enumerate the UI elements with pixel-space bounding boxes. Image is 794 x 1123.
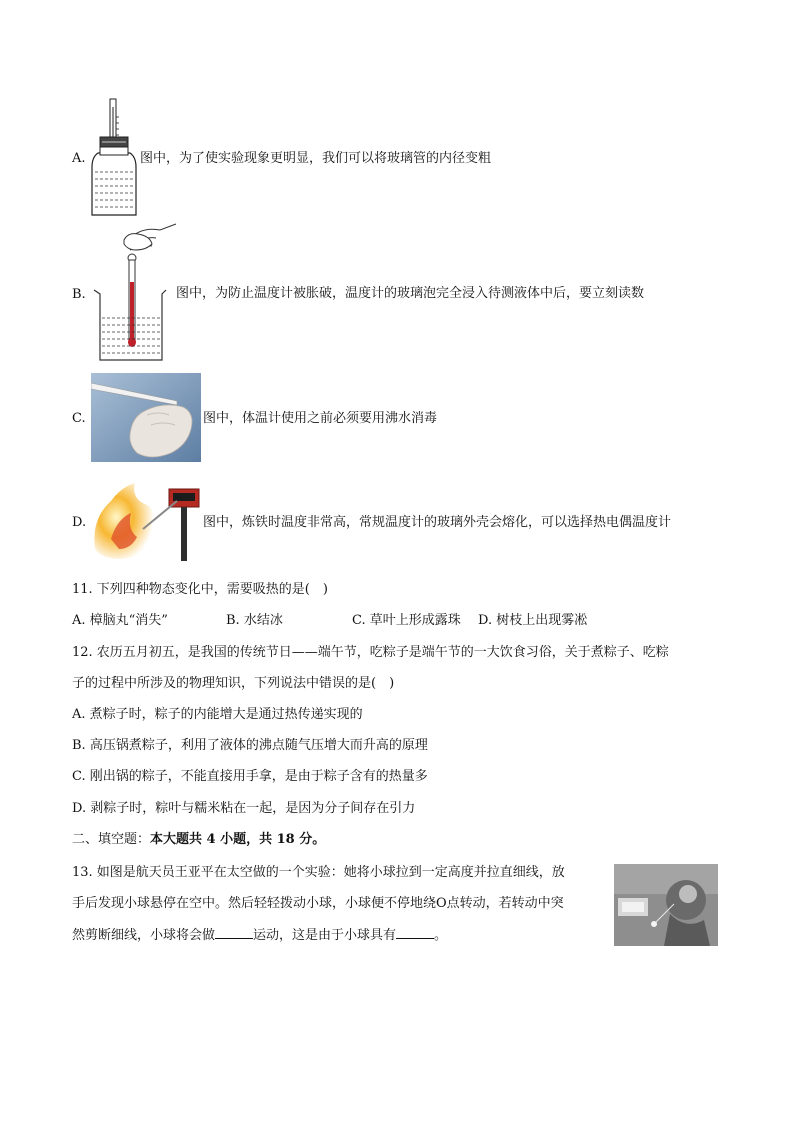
option-b-text: 图中，为防止温度计被胀破，温度计的玻璃泡完全浸入待测液体中后，要立刻读数	[176, 286, 645, 301]
option-c-text: 图中，体温计使用之前必须要用沸水消毒	[203, 411, 438, 426]
q12-choice-a: A. 煮粽子时，粽子的内能增大是通过热传递实现的	[72, 707, 363, 722]
q11-choice-b: B. 水结冰	[226, 613, 283, 628]
q11-choice-c: C. 草叶上形成露珠	[352, 613, 461, 628]
section-heading	[72, 831, 325, 849]
q13-line2: 手后发现小球悬停在空中。然后轻轻拨动小球，小球便不停地绕O点转动，若转动中突	[72, 896, 564, 911]
q11-choice-d: D. 树枝上出现雾凇	[478, 613, 588, 628]
option-b-label: B.	[72, 287, 86, 302]
bottle-thermometer-figure	[88, 97, 140, 219]
q13-line1: 13. 如图是航天员王亚平在太空做的一个实验：她将小球拉到一定高度并拉直细线，放	[72, 865, 565, 880]
q13-blank-2[interactable]	[396, 926, 434, 939]
q12-stem-line1: 12. 农历五月初五，是我国的传统节日——端午节，吃粽子是端午节的一大饮食习俗，关于煮粽子、吃粽	[72, 645, 669, 660]
q12-stem-line2: 子的过程中所涉及的物理知识，下列说法中错误的是( )	[72, 676, 395, 691]
q12-choice-d: D. 剥粽子时，粽叶与糯米粘在一起，是因为分子间存在引力	[72, 801, 416, 816]
option-a-text: 图中，为了使实验现象更明显，我们可以将玻璃管的内径变粗	[140, 151, 492, 166]
q12-choice-b: B. 高压锅煮粽子，利用了液体的沸点随气压增大而升高的原理	[72, 738, 428, 753]
option-c-label: C.	[72, 411, 86, 426]
astronaut-experiment-photo	[614, 864, 718, 946]
beaker-thermometer-figure	[90, 222, 180, 364]
thermocouple-photo	[91, 479, 201, 561]
q12-choice-c: C. 刚出锅的粽子，不能直接用手拿，是由于粽子含有的热量多	[72, 769, 428, 784]
q13-line3-part2: 运动，这是由于小球具有	[253, 928, 397, 943]
section-prefix: 二、填空题：	[72, 832, 151, 847]
clinical-thermometer-photo	[91, 373, 201, 462]
q11-choice-a: A. 樟脑丸“消失”	[72, 613, 168, 628]
option-a-label: A.	[72, 151, 86, 166]
q13-line3-part3: 。	[434, 928, 448, 943]
section-title: 本大题共 4 小题，共 18 分。	[150, 832, 326, 847]
q13-line3	[72, 926, 447, 945]
q11-stem: 11. 下列四种物态变化中，需要吸热的是( )	[72, 582, 328, 597]
q13-line3-part1: 然剪断细线，小球将会做	[72, 928, 216, 943]
q13-blank-1[interactable]	[215, 926, 253, 939]
option-d-text: 图中，炼铁时温度非常高，常规温度计的玻璃外壳会熔化，可以选择热电偶温度计	[203, 515, 672, 530]
option-d-label: D.	[72, 515, 87, 530]
